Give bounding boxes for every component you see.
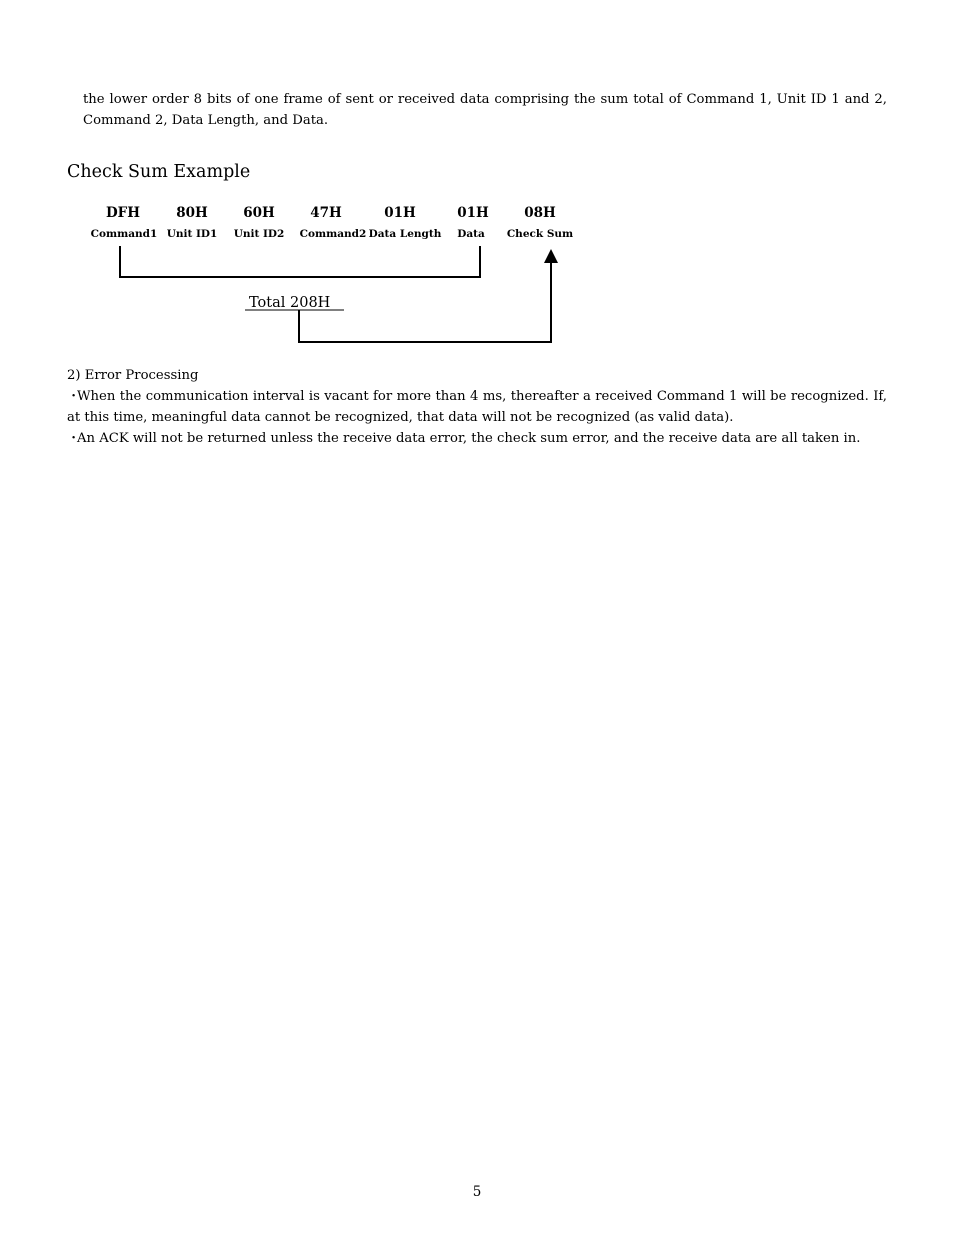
field-label-command2: Command2 <box>299 228 367 240</box>
field-label-data-length: Data Length <box>368 228 442 240</box>
page-number: 5 <box>472 1184 482 1200</box>
field-label-check-sum: Check Sum <box>506 228 574 240</box>
checksum-arrow-head <box>544 249 558 263</box>
field-label-unit-id2: Unit ID2 <box>233 228 285 240</box>
sum-bracket <box>120 246 480 277</box>
intro-paragraph: the lower order 8 bits of one frame of sent or received data comprising the sum total of Command 1, Unit ID 1 and 2, Command 2, Data Length, and Data. <box>83 92 887 128</box>
section-title: Check Sum Example <box>67 162 251 182</box>
field-label-command1: Command1 <box>90 228 158 240</box>
field-value-command1: DFH <box>105 205 141 221</box>
field-value-unit-id1: 80H <box>176 205 208 221</box>
error-bullet-text: When the communication interval is vacant for more than 4 ms, thereafter a received Command 1 will be recognized. If, at this time, meaningful data cannot be recognized, that data will not be recognized (as valid data). <box>67 389 887 425</box>
error-bullet-2 <box>67 428 887 449</box>
error-bullet-text: An ACK will not be returned unless the receive data error, the check sum error, and the receive data are all taken in. <box>77 431 861 446</box>
error-processing-heading: 2) Error Processing <box>67 368 199 383</box>
field-value-data-length: 01H <box>384 205 416 221</box>
checksum-diagram <box>0 0 954 360</box>
field-value-check-sum: 08H <box>524 205 556 221</box>
field-label-unit-id1: Unit ID1 <box>166 228 218 240</box>
total-label: Total 208H <box>249 295 331 311</box>
field-value-data: 01H <box>457 205 489 221</box>
field-label-data: Data <box>457 228 485 240</box>
field-value-command2: 47H <box>310 205 342 221</box>
error-bullet-1 <box>67 386 887 428</box>
bullet-mark: ・ <box>67 431 81 446</box>
total-to-checksum-connector <box>299 262 551 342</box>
field-value-unit-id2: 60H <box>243 205 275 221</box>
bullet-mark: ・ <box>67 389 81 404</box>
